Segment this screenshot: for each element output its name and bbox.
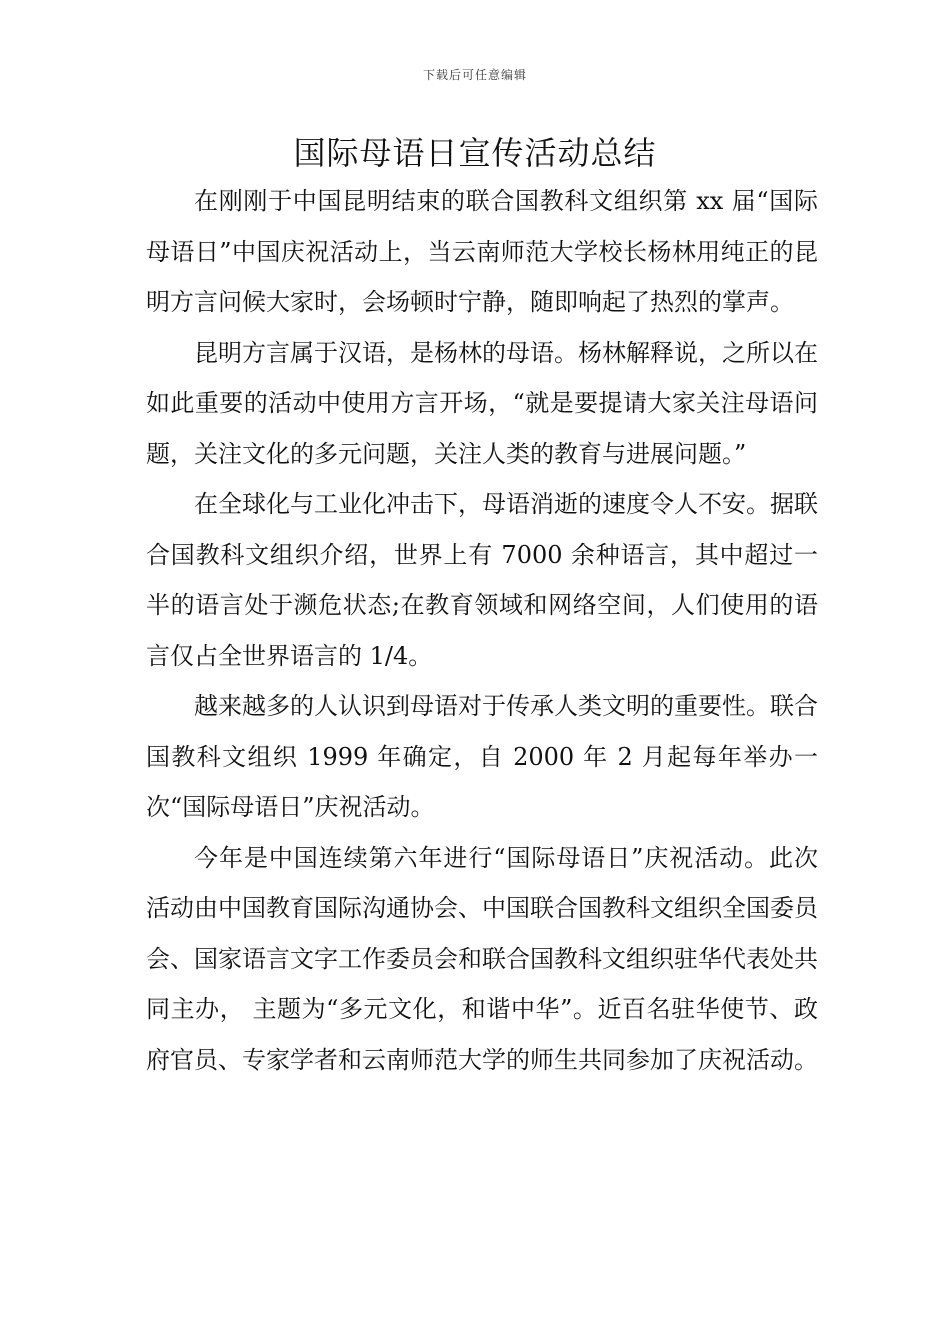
paragraph: 昆明方言属于汉语，是杨林的母语。杨林解释说，之所以在如此重要的活动中使用方言开场，“就是要提请大家关注母语问题，关注文化的多元问题，关注人类的教育与进展问题。” [146,338,818,468]
document-title: 国际母语日宣传活动总结 [293,134,657,172]
paragraph: 越来越多的人认识到母语对于传承人类文明的重要性。联合国教科文组织 1999 年确定，自 2000 年 2 月起每年举办一次“国际母语日”庆祝活动。 [146,692,818,821]
paragraph: 在刚刚于中国昆明结束的联合国教科文组织第 xx 届“国际母语日”中国庆祝活动上，当云南师范大学校长杨林用纯正的昆明方言问候大家时，会场顿时宁静，随即响起了热烈的掌声。 [146,187,818,316]
paragraph: 今年是中国连续第六年进行“国际母语日”庆祝活动。此次活动由中国教育国际沟通协会、中国联合国教科文组织全国委员会、国家语言文字工作委员会和联合国教科文组织驻华代表处共同主办， 主题为“多元文化，和谐中华”。近百名驻华使节、政府官员、专家学者和云南师范大学的师生共同参加了庆祝活动。 [146,843,818,1074]
header-note: 下载后可任意编辑 [422,68,527,82]
document-body [146,176,818,1085]
paragraph: 在全球化与工业化冲击下，母语消逝的速度令人不安。据联合国教科文组织介绍，世界上有 7000 余种语言，其中超过一半的语言处于濒危状态;在教育领域和网络空间，人们使用的语言仅占全世界语言的 1/4。 [146,490,818,670]
